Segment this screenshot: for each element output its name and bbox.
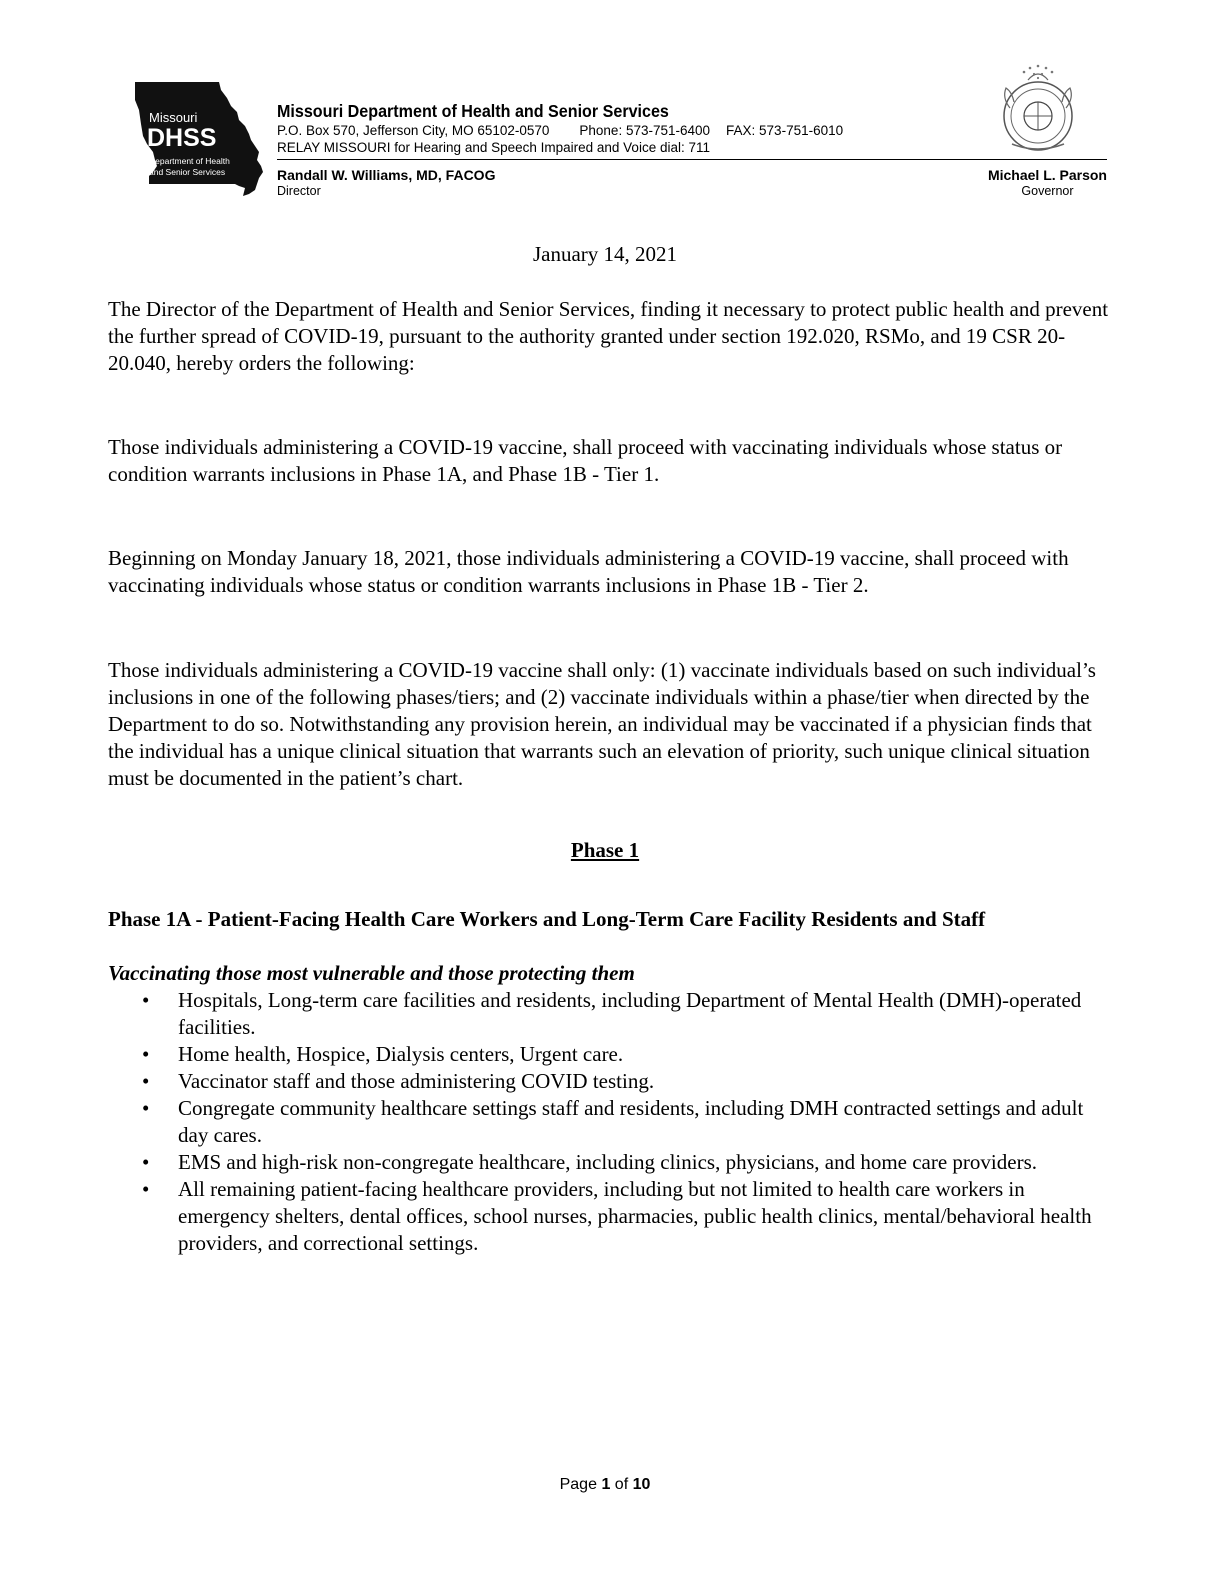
page-current: 1 — [601, 1476, 611, 1493]
governor-block — [988, 166, 1107, 199]
logo-line2: DHSS — [147, 124, 217, 152]
bullet-icon: • — [142, 1069, 150, 1093]
list-item-text: Home health, Hospice, Dialysis centers, Urgent care. — [178, 1042, 624, 1066]
dhss-logo — [133, 80, 281, 198]
fax: FAX: 573-751-6010 — [726, 123, 844, 138]
list-item — [108, 1095, 1108, 1149]
paragraph-phase-1b-tier2: Beginning on Monday January 18, 2021, those individuals administering a COVID-19 vaccine, shall proceed with vaccinating individuals whose status or condition warrants inclusions in Phase 1B - Tier 2. — [108, 546, 1069, 597]
letterhead-divider — [277, 159, 1107, 160]
list-item-text: Hospitals, Long-term care facilities and residents, including Department of Mental Health (DMH)-operated facilities. — [178, 988, 1082, 1039]
phase-heading: Phase 1 — [570, 838, 640, 862]
paragraph-phase-1a-1b-tier1: Those individuals administering a COVID-19 vaccine, shall proceed with vaccinating individuals whose status or condition warrants inclusions in Phase 1A, and Phase 1B - Tier 1. — [108, 435, 1063, 486]
logo-line1: Missouri — [149, 110, 198, 125]
page-footer — [0, 1475, 1210, 1495]
list-item — [108, 1149, 1108, 1176]
phase-1a-list — [108, 987, 1108, 1257]
list-item-text: Congregate community healthcare settings staff and residents, including DMH contracted settings and adult day cares. — [178, 1096, 1084, 1147]
logo-line4: and Senior Services — [149, 167, 226, 177]
paragraph-vaccination-rules: Those individuals administering a COVID-19 vaccine shall only: (1) vaccinate individuals based on such individual’s inclusions in one of the following phases/tiers; and (2) vaccinate individuals within a phase/tier when directed by the Department to do so. Notwithstanding any provision herein, an individual may be vaccinated if a physician finds that the individual has a unique clinical situation that warrants such an elevation of priority, such unique clinical situation must be documented in the patient’s chart. — [108, 658, 1096, 790]
list-item — [108, 1041, 1108, 1068]
director-title: Director — [277, 184, 321, 198]
document-date: January 14, 2021 — [532, 242, 678, 266]
page-total: 10 — [632, 1476, 651, 1493]
contact-line — [277, 122, 1107, 139]
list-item — [108, 1068, 1108, 1095]
page-word: Page — [559, 1476, 597, 1493]
director-block — [277, 166, 495, 199]
department-name: Missouri Department of Health and Senior Services — [277, 101, 669, 121]
address: P.O. Box 570, Jefferson City, MO 65102-0570 — [277, 123, 550, 138]
phase-1a-heading: Phase 1A - Patient-Facing Health Care Workers and Long-Term Care Facility Residents and Staff — [108, 907, 986, 931]
relay-line: RELAY MISSOURI for Hearing and Speech Impaired and Voice dial: 711 — [277, 140, 710, 155]
bullet-icon: • — [142, 1096, 150, 1120]
governor-name: Michael L. Parson — [987, 167, 1107, 183]
governor-title: Governor — [1021, 184, 1074, 198]
bullet-icon: • — [142, 1042, 150, 1066]
logo-line3: Department of Health — [149, 156, 230, 166]
list-item-text: Vaccinator staff and those administering COVID testing. — [178, 1069, 655, 1093]
list-item-text: All remaining patient-facing healthcare providers, including but not limited to health care workers in emergency shelters, dental offices, school nurses, pharmacies, public health clinics, mental/behavioral health providers, and correctional settings. — [178, 1177, 1092, 1255]
bullet-icon: • — [142, 988, 150, 1012]
bullet-icon: • — [142, 1177, 150, 1201]
director-name: Randall W. Williams, MD, FACOG — [277, 167, 496, 183]
list-item — [108, 987, 1108, 1041]
bullet-icon: • — [142, 1150, 150, 1174]
missouri-state-seal-icon — [988, 58, 1088, 158]
phone: Phone: 573-751-6400 — [579, 123, 711, 138]
list-item-text: EMS and high-risk non-congregate healthcare, including clinics, physicians, and home care providers. — [178, 1150, 1037, 1174]
paragraph-authority: The Director of the Department of Health and Senior Services, finding it necessary to protect public health and prevent the further spread of COVID-19, pursuant to the authority granted under section 192.020, RSMo, and 19 CSR 20-20.040, hereby orders the following: — [108, 297, 1109, 375]
letterhead-info — [277, 100, 1107, 156]
of-word: of — [614, 1476, 629, 1493]
list-item — [108, 1176, 1108, 1257]
phase-1a-tagline: Vaccinating those most vulnerable and those protecting them — [108, 961, 635, 985]
